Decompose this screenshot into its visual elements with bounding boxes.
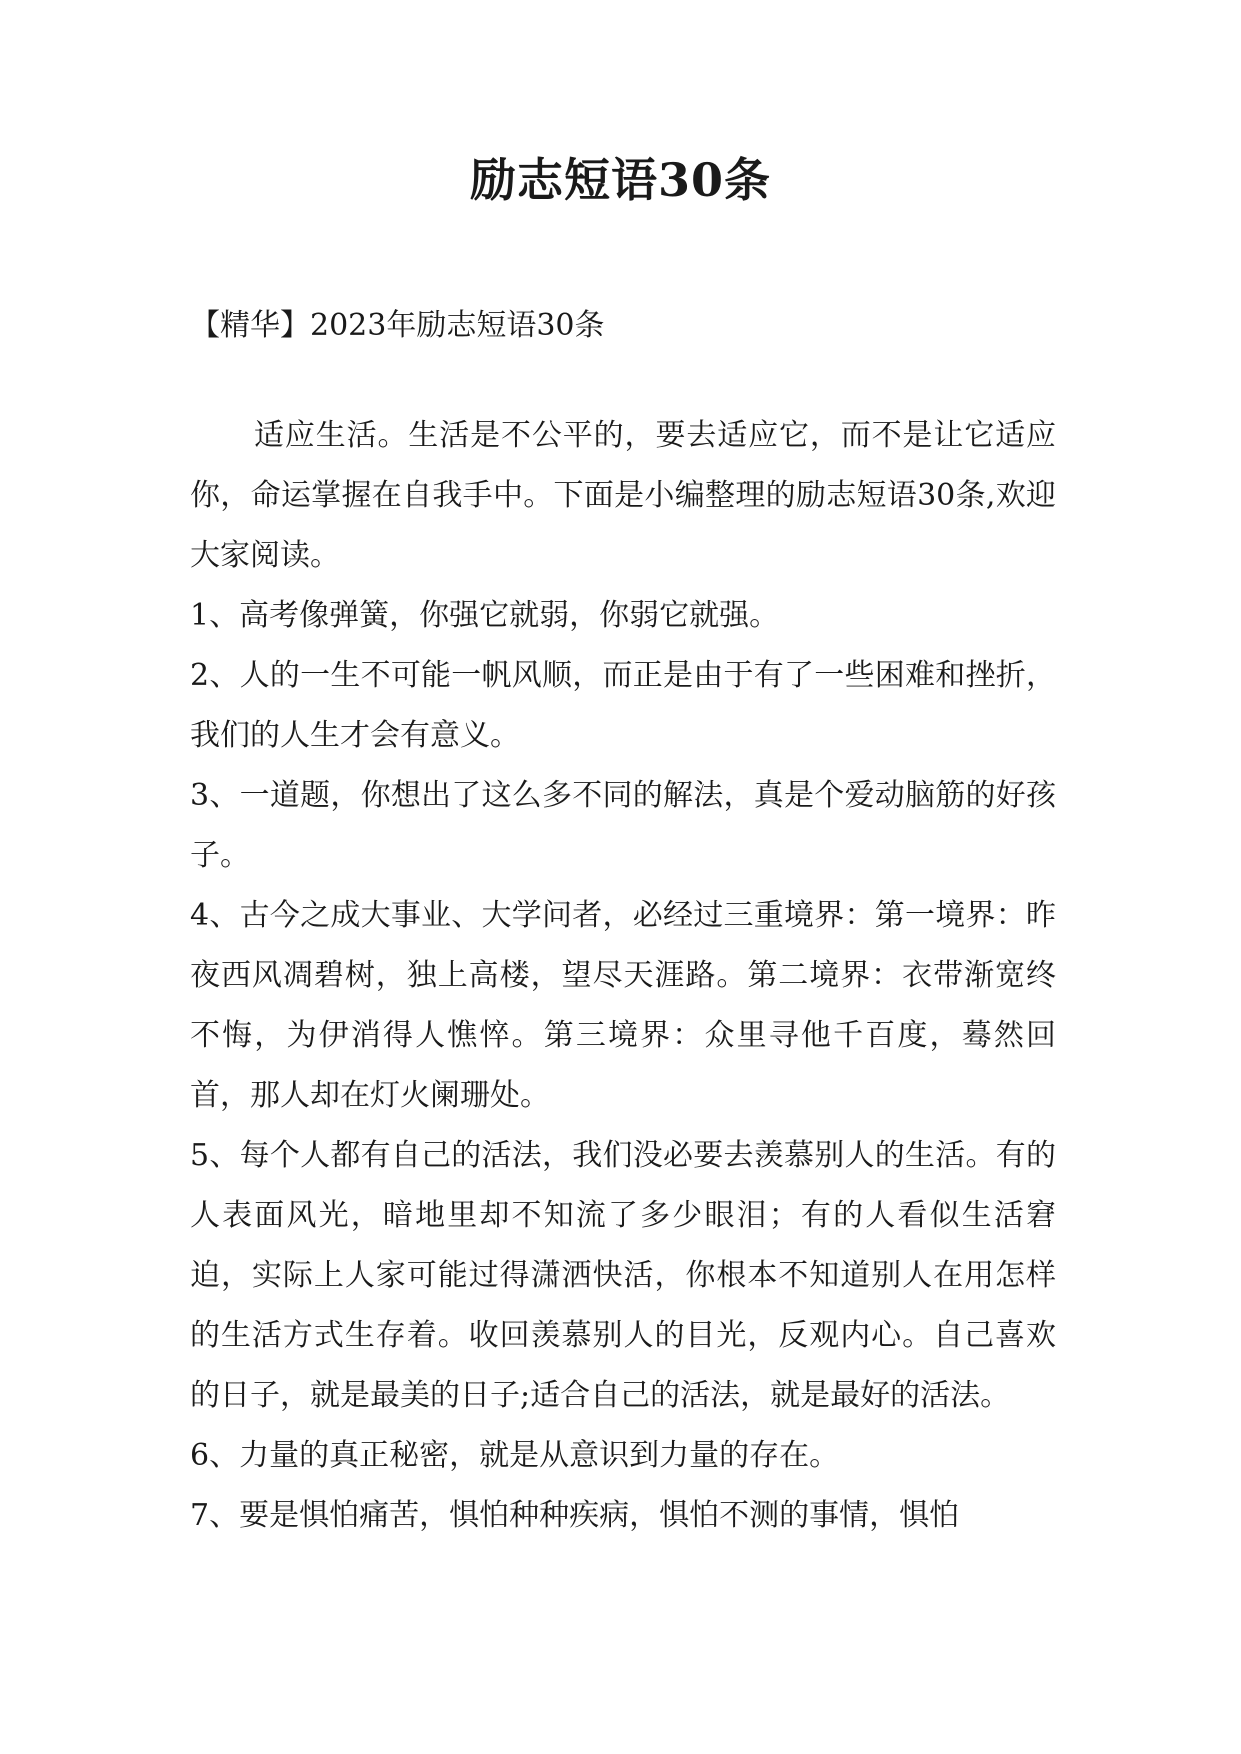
list-item: 6、力量的真正秘密，就是从意识到力量的存在。: [190, 1438, 840, 1473]
list-item: 7、要是惧怕痛苦，惧怕种种疾病，惧怕不测的事情，惧怕: [190, 1498, 960, 1533]
list-item: 2、人的一生不可能一帆风顺，而正是由于有了一些困难和挫折，我们的人生才会有意义。: [190, 658, 1056, 753]
document-body: [190, 296, 1056, 1546]
list-item: 5、每个人都有自己的活法，我们没必要去羡慕别人的生活。有的人表面风光，暗地里却不知流了多少眼泪；有的人看似生活窘迫，实际上人家可能过得潇洒快活，你根本不知道别人在用怎样的生活方式生存着。收回羡慕别人的目光，反观内心。自己喜欢的日子，就是最美的日子;适合自己的活法，就是最好的活法。: [190, 1138, 1056, 1413]
list-item: 3、一道题，你想出了这么多不同的解法，真是个爱动脑筋的好孩子。: [190, 778, 1056, 873]
list-item: 1、高考像弹簧，你强它就弱，你弱它就强。: [190, 598, 780, 633]
intro-paragraph: 适应生活。生活是不公平的，要去适应它，而不是让它适应你，命运掌握在自我手中。下面是小编整理的励志短语30条,欢迎大家阅读。: [190, 418, 1056, 573]
list-item: 4、古今之成大事业、大学问者，必经过三重境界：第一境界：昨夜西风凋碧树，独上高楼，望尽天涯路。第二境界：衣带渐宽终不悔，为伊消得人憔悴。第三境界：众里寻他千百度，蓦然回首，那人却在灯火阑珊处。: [190, 898, 1056, 1113]
document-title: 励志短语30条: [469, 153, 771, 207]
document-subtitle: 【精华】2023年励志短语30条: [190, 308, 605, 343]
